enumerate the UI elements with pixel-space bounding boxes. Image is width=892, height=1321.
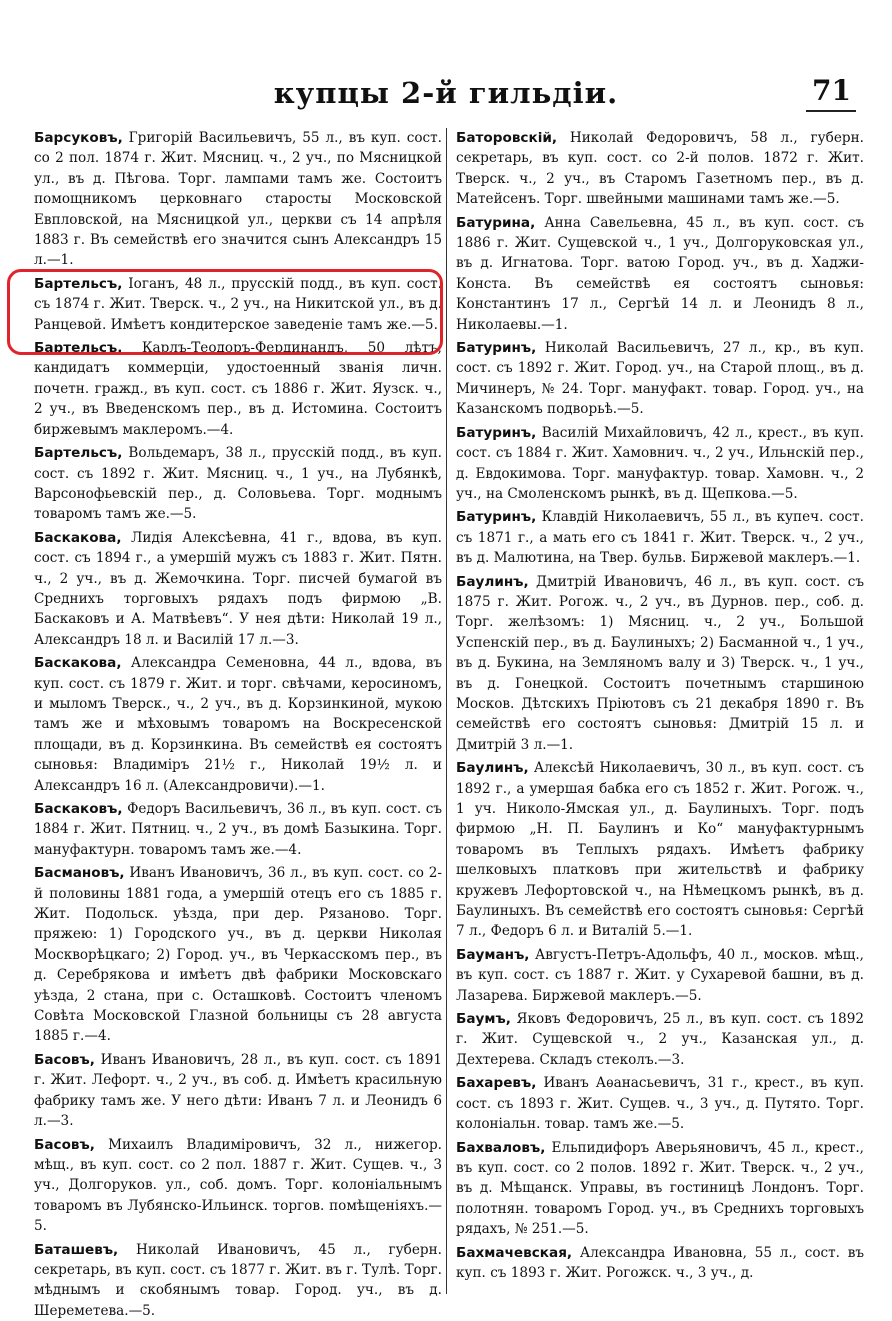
entry: Батуринъ, Василій Михайловичъ, 42 л., крест., въ куп. сост. съ 1884 г. Жит. Хамовнич. ч., 2 уч., Ильнскій пер., д. Евдокимова. Торг. мануфактур. товар. Хамовн. ч., 2 уч., на Смоленскомъ рынкѣ, въ д. Щепкова.—5. xyxy=(456,424,864,502)
page-number-rule xyxy=(806,110,856,112)
entry: Барсуковъ, Григорій Васильевичъ, 55 л., въ куп. сост. со 2 пол. 1874 г. Жит. Мясниц. ч., 2 уч., по Мясницкой ул., въ д. Пѣгова. Торг. лампами тамъ же. Состоитъ помощникомъ церковнаго старосты Московской Евпловской, на Мясницкой ул., церкви съ 14 апрѣля 1883 г. Въ семействѣ его значится сынъ Александръ 15 л.—1. xyxy=(34,130,442,269)
entry: Бауманъ, Августъ-Петръ-Адольфъ, 40 л., москов. мѣщ., въ куп. сост. съ 1887 г. Жит. у Сухаревой башни, въ д. Лазарева. Биржевой маклеръ.—5. xyxy=(456,946,864,1004)
entry: Бахмачевская, Александра Ивановна, 55 л., сост. въ куп. съ 1893 г. Жит. Рогожск. ч., 3 уч., д. xyxy=(456,1244,864,1281)
entry: Басовъ, Иванъ Ивановичъ, 28 л., въ куп. сост. съ 1891 г. Жит. Лефорт. ч., 2 уч., въ соб. д. Имѣетъ красильную фабрику тамъ же. У него дѣти: Иванъ 7 л. и Леонидъ 6 л.—3. xyxy=(34,1051,442,1130)
entry: Батуринъ, Клавдій Николаевичъ, 55 л., въ купеч. сост. съ 1871 г., а мать его съ 1841 г. Жит. Тверск. ч., 2 уч., въ д. Малютина, на Твер. бульв. Биржевой маклеръ.—1. xyxy=(456,509,864,567)
entry: Батуринъ, Николай Васильевичъ, 27 л., кр., въ куп. сост. съ 1892 г. Жит. Город. уч., на Старой площ., въ д. Мичинеръ, № 24. Торг. мануфакт. товар. Город. уч., на Казанскомъ подворьѣ.—5. xyxy=(456,340,864,418)
page-number: 71 xyxy=(812,74,851,107)
entry: Баумъ, Яковъ Федоровичъ, 25 л., въ куп. сост. съ 1892 г. Жит. Сущевской ч., 2 уч., Казанская ул., д. Дехтерева. Складъ стеколъ.—3. xyxy=(456,1011,864,1068)
entry: Баскакова, Александра Семеновна, 44 л., вдова, въ куп. сост. съ 1879 г. Жит. и торг. свѣчами, керосиномъ, и мыломъ Тверск., ч., 2 уч., въ д. Корзинкиной, мукою тамъ же и мѣховымъ товаромъ на Воскресенской площади, въ д. Корзинкина. Въ семействѣ ея состоятъ сыновья: Владиміръ 21½ г., Николай 19½ л. и Александръ 16 л. (Александровичи).—1. xyxy=(34,655,442,794)
entry: Басмановъ, Иванъ Ивановичъ, 36 л., въ куп. сост. со 2-й половины 1881 года, а умершій отецъ его съ 1885 г. Жит. Подольск. уѣзда, при дер. Рязаново. Торг. пряжею: 1) Городского уч., въ д. церкви Николая Москворѣцкаго; 2) Город. уч., въ Черкасскомъ пер., въ д. Серебрякова и имѣетъ двѣ фабрики Московскаго уѣзда, 2 стана, при с. Осташковѣ. Состоитъ членомъ Совѣта Московской Глазной больницы съ 28 августа 1885 г.—4. xyxy=(34,865,442,1045)
column-divider xyxy=(446,128,447,1294)
entry: Бартельсъ, Вольдемаръ, 38 л., прусскій подд., въ куп. сост. съ 1892 г. Жит. Мясниц. ч., 1 уч., на Лубянкѣ, Варсонофьевскій пер., д. Соловьева. Торг. моднымъ товаромъ тамъ же.—5. xyxy=(34,445,442,523)
entry: Баскакова, Лидія Алексѣевна, 41 г., вдова, въ куп. сост. съ 1894 г., а умершій мужъ съ 1883 г. Жит. Пятн. ч., 2 уч., въ д. Жемочкина. Торг. писчей бумагой въ Среднихъ торговыхъ рядахъ подъ фирмою „В. Баскаковъ и А. Матвѣевъ“. У нея дѣти: Николай 19 л., Александръ 18 л. и Василій 17 л.—3. xyxy=(34,529,442,648)
entry: Бахаревъ, Иванъ Аѳанасьевичъ, 31 г., крест., въ куп. сост. съ 1893 г. Жит. Сущев. ч., 3 уч., д. Путято. Торг. колоніальн. товар. тамъ же.—5. xyxy=(456,1075,864,1133)
entry: Баулинъ, Дмитрій Ивановичъ, 46 л., въ куп. сост. съ 1875 г. Жит. Рогож. ч., 2 уч., въ Дурнов. пер., соб. д. Торг. желѣзомъ: 1) Мясниц. ч., 2 уч., Большой Успенскій пер., въ д. Баулиныхъ; 2) Басманной ч., 1 уч., въ д. Букина, на Земляномъ валу и 3) Тверск. ч., 1 уч., въ д. Гонецкой. Состоитъ почетнымъ старшиною Москов. Дѣтскихъ Пріютовъ съ 21 декабря 1890 г. Въ семействѣ его состоятъ сыновья: Дмитрій 15 л. и Дмитрій 3 л.—1. xyxy=(456,573,864,753)
entry-highlighted: Бартельсъ, Іоганъ, 48 л., прусскій подд., въ куп. сост. съ 1874 г. Жит. Тверск. ч., 2 уч., на Никитской ул., въ д. Ранцевой. Имѣетъ кондитерское заведеніе тамъ же.—5. xyxy=(34,275,442,333)
entry: Баулинъ, Алексѣй Николаевичъ, 30 л., въ куп. сост. съ 1892 г., а умершая бабка его съ 1852 г. Жит. Рогож. ч., 1 уч. Николо-Ямская ул., д. Баулиныхъ. Торг. подъ фирмою „Н. П. Баулинъ и Ко“ мануфактурнымъ товаромъ въ Теплыхъ рядахъ. Имѣетъ фабрику шелковыхъ платковъ при жительствѣ и фабрику кружевъ Лефортовской ч., на Нѣмецкомъ рынкѣ, въ д. Баулиныхъ. Въ семействѣ его состоятъ сыновья: Сергѣй 7 л., Федоръ 6 л. и Виталій 5.—1. xyxy=(456,760,864,940)
entry: Баташевъ, Николай Ивановичъ, 45 л., губерн. секретарь, въ куп. сост. съ 1877 г. Жит. въ г. Тулѣ. Торг. мѣднымъ и скобянымъ товар. Город. уч., въ д. Шереметева.—5. xyxy=(34,1241,442,1319)
entry: Баскаковъ, Федоръ Васильевичъ, 36 л., въ куп. сост. съ 1884 г. Жит. Пятниц. ч., 2 уч., въ домѣ Базыкина. Торг. мануфактурн. товаромъ тамъ же.—4. xyxy=(34,801,442,858)
entry: Батурина, Анна Савельевна, 45 л., въ куп. сост. съ 1886 г. Жит. Сущевской ч., 1 уч., Долгоруковская ул., въ д. Игнатова. Торг. ватою Город. уч., въ д. Хаджи-Конста. Въ семействѣ ея состоятъ сыновья: Константинъ 17 л., Сергѣй 14 л. и Леонидъ 8 л., Николаевы.—1. xyxy=(456,214,864,333)
highlight-annotation-box xyxy=(7,269,443,355)
entry: Баторовскій, Николай Федоровичъ, 58 л., губерн. секретарь, въ куп. сост. со 2-й полов. 1872 г. Жит. Тверск. ч., 2 уч., въ Старомъ Газетномъ пер., въ д. Матейсенъ. Торг. швейными машинами тамъ же.—5. xyxy=(456,130,864,208)
entry: Басовъ, Михаилъ Владиміровичъ, 32 л., нижегор. мѣщ., въ куп. сост. со 2 пол. 1887 г. Жит. Сущев. ч., 3 уч., Долгоруков. ул., соб. домъ. Торг. колоніальнымъ товаромъ въ Лубянско-Ильинск. торгов. помѣщеніяхъ.—5. xyxy=(34,1136,442,1235)
right-column xyxy=(452,128,864,1296)
entry: Бахваловъ, Ельпидифоръ Аверьяновичъ, 45 л., крест., въ куп. сост. со 2 полов. 1892 г. Жит. Тверск. ч., 2 уч., въ д. Мѣщанск. Управы, въ гостиницѣ Лондонъ. Торг. полотнян. товаромъ Город. уч., въ Среднихъ торговыхъ рядахъ, № 251.—5. xyxy=(456,1139,864,1238)
entry: Бартельсъ, Карлъ-Теодоръ-Фердинандъ, 50 лѣтъ, кандидатъ коммерціи, удостоенный званія личн. почетн. гражд., въ куп. сост. съ 1886 г. Жит. Яузск. ч., 2 уч., въ Введенскомъ пер., въ д. Истомина. Состоитъ биржевымъ маклеромъ.—4. xyxy=(34,340,442,438)
page-title: купцы 2-й гильдіи. xyxy=(273,76,619,110)
